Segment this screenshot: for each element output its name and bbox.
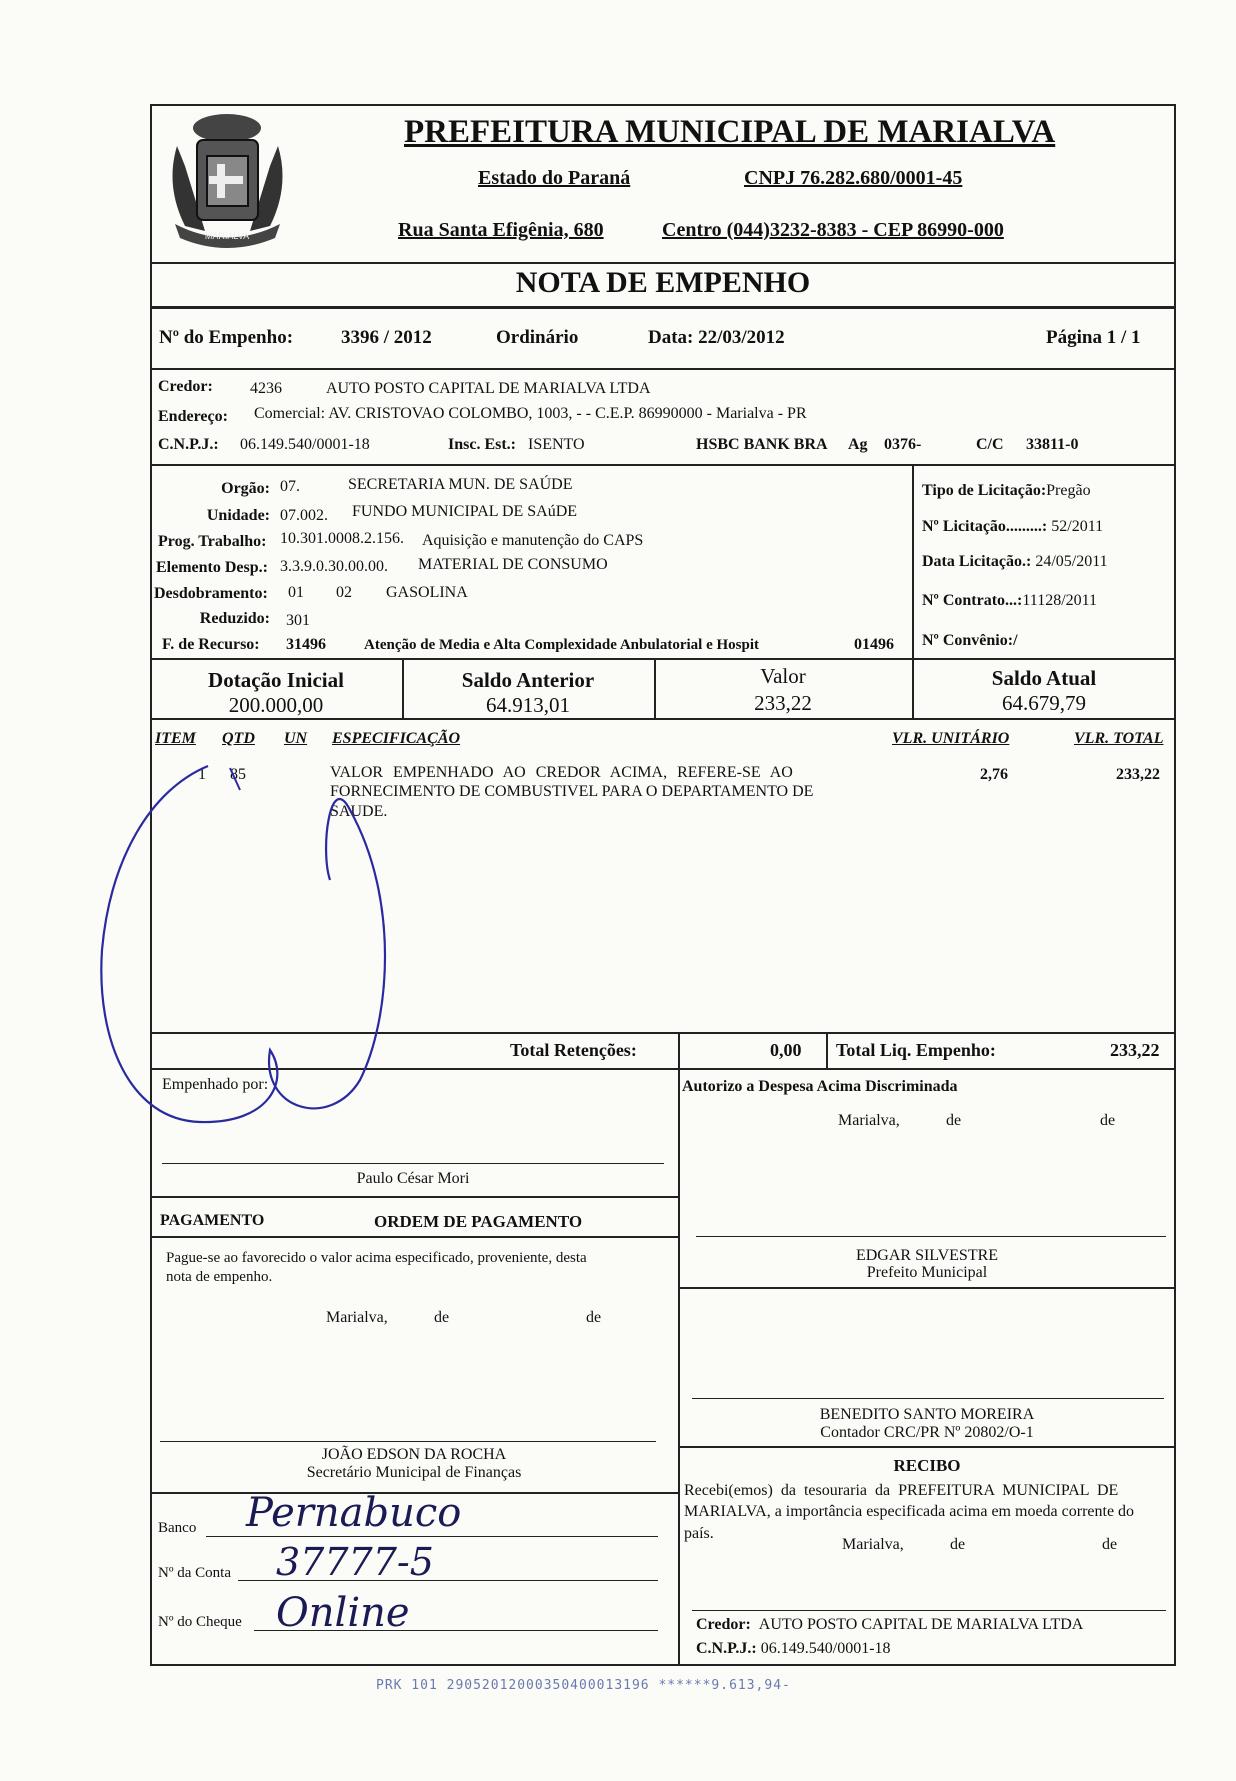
conta-label: Nº da Conta xyxy=(158,1565,231,1581)
elemento-label: Elemento Desp.: xyxy=(156,559,268,576)
recibo-text-2: MARIALVA, a importância especificada acima em moeda corrente do xyxy=(684,1503,1135,1520)
col-vlr-total: VLR. TOTAL xyxy=(1074,730,1164,747)
empenho-page: Página 1 / 1 xyxy=(1046,327,1141,348)
pagamento-de-1: de xyxy=(434,1309,450,1326)
divider xyxy=(150,1196,678,1198)
fonte-code-2: 01496 xyxy=(854,636,894,653)
divider xyxy=(150,718,1176,720)
total-liquido-label: Total Liq. Empenho: xyxy=(836,1040,996,1060)
divider xyxy=(826,1032,828,1068)
credor-name: AUTO POSTO CAPITAL DE MARIALVA LTDA xyxy=(326,380,651,397)
signature-line xyxy=(696,1236,1166,1237)
handwritten-signature xyxy=(90,750,450,1180)
dotacao-inicial-value: 200.000,00 xyxy=(228,693,324,717)
insc-value: ISENTO xyxy=(528,436,585,453)
pagamento-place: Marialva, xyxy=(326,1309,388,1326)
ag-value: 0376- xyxy=(884,436,922,453)
reduzido-label: Reduzido: xyxy=(199,610,270,627)
col-un: UN xyxy=(284,730,308,747)
secretario-role: Secretário Municipal de Finanças xyxy=(306,1464,522,1481)
dotacao-inicial-label: Dotação Inicial xyxy=(208,668,344,692)
empenho-type: Ordinário xyxy=(496,327,579,348)
cheque-value: Online xyxy=(276,1590,410,1636)
secretario-name: JOÃO EDSON DA ROCHA xyxy=(321,1446,507,1463)
prog-code: 10.301.0008.2.156. xyxy=(280,530,404,547)
item-unit-value: 2,76 xyxy=(980,766,1008,783)
cheque-label: Nº do Cheque xyxy=(158,1614,242,1630)
saldo-anterior-label: Saldo Anterior xyxy=(461,668,595,692)
unidade-label: Unidade: xyxy=(206,507,270,524)
valor-value: 233,22 xyxy=(754,691,812,715)
contrato-value: 11128/2011 xyxy=(1022,592,1098,609)
divider xyxy=(150,368,1176,370)
divider xyxy=(150,464,1176,466)
recibo-de-1: de xyxy=(950,1536,966,1553)
prefeito-role: Prefeito Municipal xyxy=(866,1264,988,1281)
autorizo-de-1: de xyxy=(946,1112,962,1129)
tipo-licitacao-label: Tipo de Licitação: xyxy=(922,482,1047,499)
autorizo-place: Marialva, xyxy=(838,1112,900,1129)
recibo-cnpj xyxy=(696,1640,891,1658)
total-retencoes-value: 0,00 xyxy=(770,1040,802,1060)
header-address: Rua Santa Efigênia, 680 xyxy=(398,219,604,241)
desdobramento-a: 01 xyxy=(288,584,304,601)
empenhado-por-name: Paulo César Mori xyxy=(356,1170,470,1187)
item-qtd: 85 xyxy=(230,766,246,783)
recibo-text-1: Recebi(emos) da tesouraria da PREFEITURA MUNICIPAL DE xyxy=(684,1482,1119,1499)
header-address-contact: Centro (044)3232-8383 - CEP 86990-000 xyxy=(662,219,1004,241)
signature-line xyxy=(692,1610,1166,1611)
col-vlr-unitario: VLR. UNITÁRIO xyxy=(892,730,1010,747)
item-spec-line-1: VALOR EMPENHADO AO CREDOR ACIMA, REFERE-SE AO xyxy=(330,764,793,781)
data-licitacao xyxy=(922,553,1108,571)
autorizo-de-2: de xyxy=(1100,1112,1116,1129)
item-total-value: 233,22 xyxy=(1116,766,1160,783)
contador-role: Contador CRC/PR Nº 20802/O-1 xyxy=(820,1424,1034,1441)
saldo-atual-value: 64.679,79 xyxy=(1002,691,1086,715)
saldo-atual-label: Saldo Atual xyxy=(991,666,1097,690)
contador-name: BENEDITO SANTO MOREIRA xyxy=(819,1406,1035,1423)
orgao-name: SECRETARIA MUN. DE SAÚDE xyxy=(348,476,573,493)
ag-label: Ag xyxy=(848,436,868,453)
footer-stamp: PRK 101 29052012000350400013196 ******9.613,94- xyxy=(376,1678,791,1693)
signature-line xyxy=(160,1441,656,1442)
data-licitacao-label: Data Licitação.: xyxy=(922,553,1032,570)
numero-licitacao-label: Nº Licitação.........: xyxy=(922,518,1048,535)
fonte-name: Atenção de Media e Alta Complexidade Anbulatorial e Hospit xyxy=(364,637,759,653)
header-title: PREFEITURA MUNICIPAL DE MARIALVA xyxy=(404,114,1056,150)
orgao-label: Orgão: xyxy=(221,480,270,497)
banco-field-line xyxy=(206,1536,658,1537)
unidade-name: FUNDO MUNICIPAL DE SAúDE xyxy=(352,503,578,520)
prog-name: Aquisição e manutenção do CAPS xyxy=(422,532,644,549)
endereco-label: Endereço: xyxy=(158,408,228,425)
bank-name: HSBC BANK BRA xyxy=(696,436,828,453)
header-cnpj: CNPJ 76.282.680/0001-45 xyxy=(744,167,963,189)
divider xyxy=(912,464,914,658)
orgao-code: 07. xyxy=(280,478,300,495)
divider xyxy=(150,1236,678,1238)
cnpj-label: C.N.P.J.: xyxy=(158,436,219,453)
valor-label: Valor xyxy=(760,664,806,688)
saldo-anterior-value: 64.913,01 xyxy=(486,693,570,717)
col-qtd: QTD xyxy=(222,730,255,747)
reduzido-value: 301 xyxy=(286,612,310,629)
elemento-name: MATERIAL DE CONSUMO xyxy=(418,556,608,573)
banco-value: Pernabuco xyxy=(246,1490,462,1536)
tipo-licitacao xyxy=(922,482,1091,500)
desdobramento-b: 02 xyxy=(336,584,352,601)
item-number: 1 xyxy=(198,766,206,783)
contrato xyxy=(922,592,1097,610)
prog-label: Prog. Trabalho: xyxy=(158,533,267,550)
insc-label: Insc. Est.: xyxy=(448,436,517,453)
recibo-title: RECIBO xyxy=(893,1456,961,1475)
col-especificacao: ESPECIFICAÇÃO xyxy=(332,730,461,747)
credor-label: Credor: xyxy=(158,378,213,395)
credor-code: 4236 xyxy=(250,380,282,397)
pagamento-text-1: Pague-se ao favorecido o valor acima especificado, proveniente, desta xyxy=(166,1250,587,1266)
divider xyxy=(150,306,1176,309)
cnpj-value: 06.149.540/0001-18 xyxy=(240,436,370,453)
convenio-label: Nº Convênio:/ xyxy=(922,632,1018,649)
pagamento-label: PAGAMENTO xyxy=(160,1212,265,1229)
recibo-credor xyxy=(696,1616,1083,1634)
divider xyxy=(678,1287,1176,1289)
signature-line xyxy=(692,1398,1164,1399)
fonte-code: 31496 xyxy=(286,636,326,653)
autorizo-label: Autorizo a Despesa Acima Discriminada xyxy=(682,1078,958,1095)
cc-label: C/C xyxy=(976,436,1004,453)
unidade-code: 07.002. xyxy=(280,507,328,524)
endereco-value: Comercial: AV. CRISTOVAO COLOMBO, 1003, - - C.E.P. 86990000 - Marialva - PR xyxy=(254,405,807,422)
recibo-text-3: país. xyxy=(684,1525,714,1542)
total-retencoes-label: Total Retenções: xyxy=(510,1040,637,1060)
municipal-crest-icon xyxy=(155,106,300,256)
divider xyxy=(678,1446,1176,1448)
pagamento-text-2: nota de empenho. xyxy=(166,1269,273,1285)
data-licitacao-value: 24/05/2011 xyxy=(1035,553,1108,570)
desdobramento-label: Desdobramento: xyxy=(154,585,268,602)
ordem-pagamento-label: ORDEM DE PAGAMENTO xyxy=(374,1212,583,1231)
item-spec-line-2: FORNECIMENTO DE COMBUSTIVEL PARA O DEPARTAMENTO DE xyxy=(330,783,814,800)
banco-label: Banco xyxy=(158,1520,197,1536)
header-state: Estado do Paraná xyxy=(478,167,631,189)
svg-text:MARIALVA: MARIALVA xyxy=(204,231,250,241)
pagamento-de-2: de xyxy=(586,1309,602,1326)
empenho-number: 3396 / 2012 xyxy=(341,327,432,348)
empenhado-por-label: Empenhado por: xyxy=(162,1076,269,1093)
recibo-credor-label: Credor: xyxy=(696,1616,751,1633)
contrato-label: Nº Contrato...: xyxy=(922,592,1023,609)
prefeito-name: EDGAR SILVESTRE xyxy=(855,1247,999,1264)
divider xyxy=(678,1032,680,1068)
recibo-credor-value: AUTO POSTO CAPITAL DE MARIALVA LTDA xyxy=(758,1616,1084,1633)
cc-value: 33811-0 xyxy=(1026,436,1079,453)
elemento-code: 3.3.9.0.30.00.00. xyxy=(280,558,388,575)
empenho-label: Nº do Empenho: xyxy=(159,327,294,348)
doc-title: NOTA DE EMPENHO xyxy=(515,266,811,299)
item-spec-line-3: SAUDE. xyxy=(330,803,388,820)
divider xyxy=(150,262,1176,264)
numero-licitacao xyxy=(922,518,1103,536)
numero-licitacao-value: 52/2011 xyxy=(1051,518,1104,535)
fonte-label: F. de Recurso: xyxy=(162,636,260,653)
divider xyxy=(678,1068,680,1666)
recibo-cnpj-label: C.N.P.J.: xyxy=(696,1640,757,1657)
empenho-date: Data: 22/03/2012 xyxy=(648,327,785,348)
divider xyxy=(150,658,1176,660)
col-item: ITEM xyxy=(155,730,196,747)
recibo-place: Marialva, xyxy=(842,1536,904,1553)
tipo-licitacao-value: Pregão xyxy=(1046,482,1091,499)
total-liquido-value: 233,22 xyxy=(1110,1040,1160,1060)
desdobramento-name: GASOLINA xyxy=(386,584,468,601)
recibo-de-2: de xyxy=(1102,1536,1118,1553)
recibo-cnpj-value: 06.149.540/0001-18 xyxy=(760,1640,891,1657)
conta-value: 37777-5 xyxy=(276,1540,434,1584)
